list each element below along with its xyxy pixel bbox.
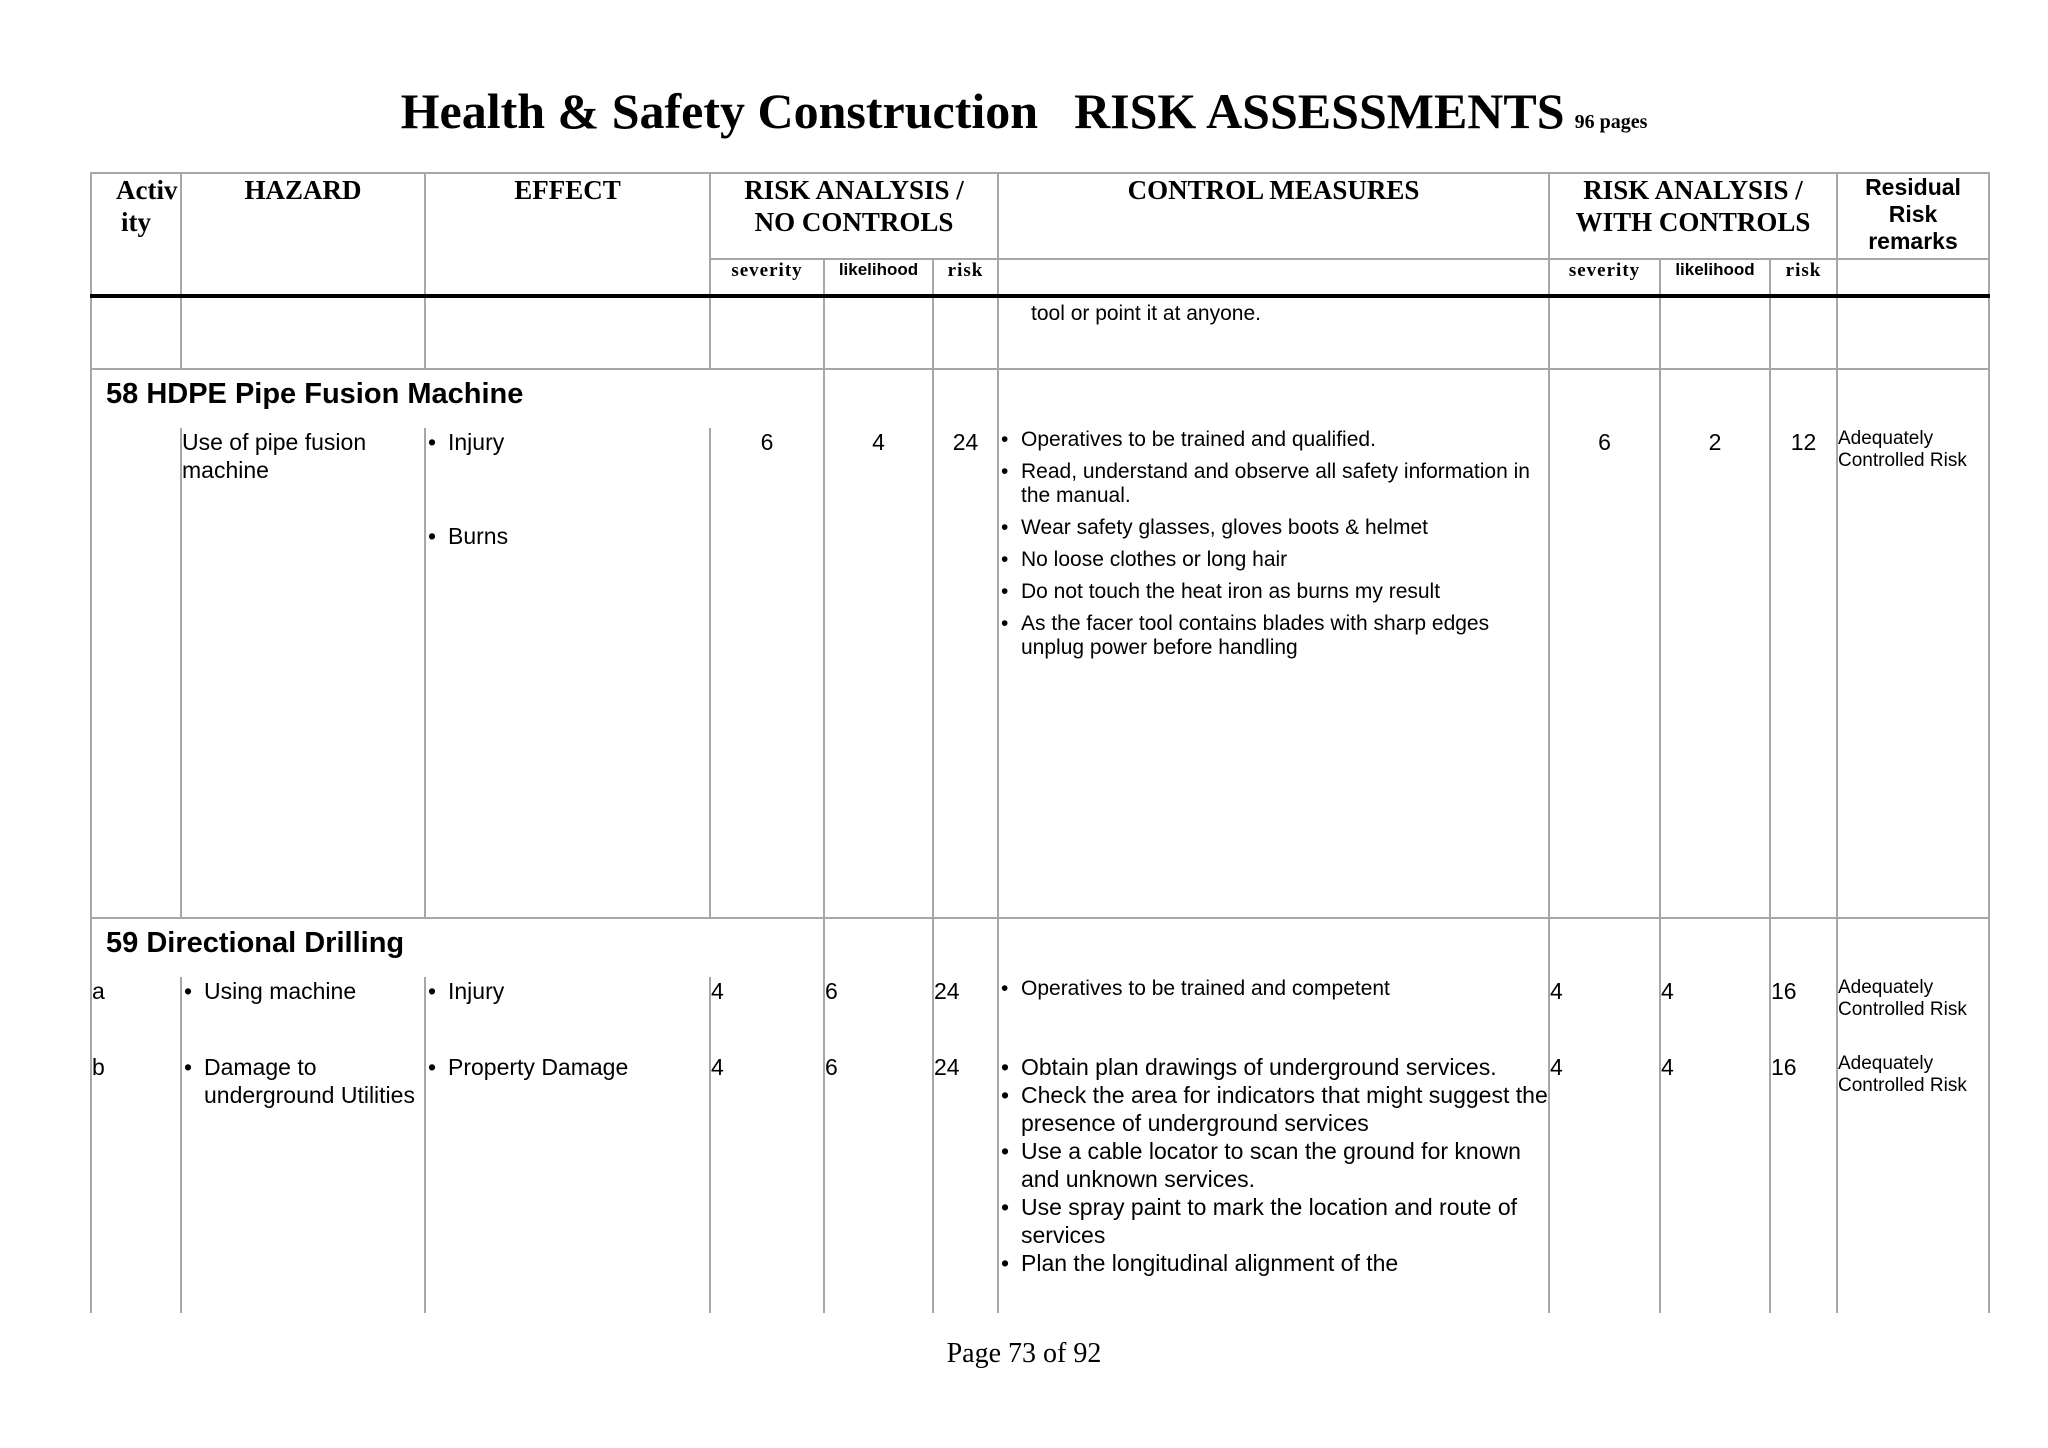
control-item: • Operatives to be trained and competent	[999, 977, 1548, 1001]
hazard-cell	[181, 1053, 425, 1313]
control-item: • Use a cable locator to scan the ground for known and unknown services.	[999, 1137, 1548, 1193]
effect-item: • Property Damage	[426, 1053, 709, 1081]
section-58-heading	[91, 369, 1989, 428]
controls-cell	[998, 428, 1549, 918]
control-item: • Plan the longitudinal alignment of the	[999, 1249, 1548, 1277]
hazard-cell	[181, 977, 425, 1053]
control-item: • Do not touch the heat iron as burns my result	[999, 580, 1548, 604]
effect-item: • Burns	[426, 522, 709, 550]
likelihood-cell: 6	[824, 1053, 933, 1313]
risk-2-cell: 16	[1770, 977, 1837, 1053]
header-residual-risk: Residual Risk remarks	[1837, 173, 1989, 259]
control-item: • Operatives to be trained and qualified.	[999, 428, 1548, 452]
risk-2-cell: 16	[1770, 1053, 1837, 1313]
effect-cell	[425, 977, 710, 1053]
control-item: • As the facer tool contains blades with sharp edges unplug power before handling	[999, 612, 1548, 660]
hazard-item: • Using machine	[182, 977, 424, 1005]
controls-cell	[998, 977, 1549, 1053]
severity-2-cell: 4	[1549, 977, 1660, 1053]
risk-cell: 24	[933, 1053, 998, 1313]
page-footer	[0, 1338, 2048, 1370]
risk-cell: 24	[933, 428, 998, 918]
header-likelihood-2: likelihood	[1660, 259, 1770, 296]
likelihood-2-cell: 2	[1660, 428, 1770, 918]
header-risk-2: risk	[1770, 259, 1837, 296]
control-item: • Check the area for indicators that might suggest the presence of underground services	[999, 1081, 1548, 1137]
effect-item: • Injury	[426, 977, 709, 1005]
section-59-row-a	[91, 977, 1989, 1053]
section-59-row-b	[91, 1053, 1989, 1313]
risk-cell: 24	[933, 977, 998, 1053]
control-item: • No loose clothes or long hair	[999, 548, 1548, 572]
effect-item: • Injury	[426, 428, 709, 456]
header-residual-sub	[1837, 259, 1989, 296]
section-58-row	[91, 428, 1989, 918]
section-59-heading	[91, 918, 1989, 977]
severity-cell: 4	[710, 1053, 824, 1313]
title-main: Health & Safety Construction	[400, 83, 1039, 139]
severity-2-cell: 6	[1549, 428, 1660, 918]
activity-cell: b	[91, 1053, 181, 1313]
header-no-controls: RISK ANALYSIS / NO CONTROLS	[710, 173, 998, 259]
continuation-row	[91, 296, 1989, 369]
header-severity: severity	[710, 259, 824, 296]
title-pages: 96 pages	[1574, 111, 1648, 133]
control-item: • Obtain plan drawings of underground services.	[999, 1053, 1548, 1081]
severity-2-cell: 4	[1549, 1053, 1660, 1313]
effect-cell	[425, 1053, 710, 1313]
header-likelihood: likelihood	[824, 259, 933, 296]
control-item: • Wear safety glasses, gloves boots & helmet	[999, 516, 1548, 540]
header-hazard: HAZARD	[181, 173, 425, 296]
header-control-measures: CONTROL MEASURES	[998, 173, 1549, 259]
page-number: 73 of 92	[1008, 1338, 1102, 1369]
remarks-cell: Adequately Controlled Risk	[1837, 1053, 1989, 1313]
controls-cell	[998, 1053, 1549, 1313]
likelihood-cell: 4	[824, 428, 933, 918]
effect-cell	[425, 428, 710, 918]
hazard-item: • Damage to underground Utilities	[182, 1053, 424, 1109]
remarks-cell: Adequately Controlled Risk	[1837, 428, 1989, 918]
header-severity-2: severity	[1549, 259, 1660, 296]
page-label: Page	[946, 1338, 1002, 1369]
control-item: • Read, understand and observe all safety information in the manual.	[999, 460, 1548, 508]
header-control-sub	[998, 259, 1549, 296]
title-sub: RISK ASSESSMENTS	[1074, 83, 1565, 139]
page-title	[0, 82, 2048, 140]
risk-2-cell: 12	[1770, 428, 1837, 918]
header-effect: EFFECT	[425, 173, 710, 296]
severity-cell: 4	[710, 977, 824, 1053]
likelihood-cell: 6	[824, 977, 933, 1053]
header-with-controls: RISK ANALYSIS / WITH CONTROLS	[1549, 173, 1837, 259]
header-activity: Activ ity	[91, 173, 181, 296]
section-59-title: 59 Directional Drilling	[91, 918, 710, 977]
severity-cell: 6	[710, 428, 824, 918]
header-risk: risk	[933, 259, 998, 296]
hazard-cell: Use of pipe fusion machine	[181, 428, 425, 918]
activity-cell: a	[91, 977, 181, 1053]
control-item: • Use spray paint to mark the location and route of services	[999, 1193, 1548, 1249]
continuation-text: tool or point it at anyone.	[998, 296, 1549, 369]
risk-assessment-table	[90, 172, 1990, 1313]
remarks-cell: Adequately Controlled Risk	[1837, 977, 1989, 1053]
likelihood-2-cell: 4	[1660, 977, 1770, 1053]
section-58-title: 58 HDPE Pipe Fusion Machine	[91, 369, 710, 428]
likelihood-2-cell: 4	[1660, 1053, 1770, 1313]
